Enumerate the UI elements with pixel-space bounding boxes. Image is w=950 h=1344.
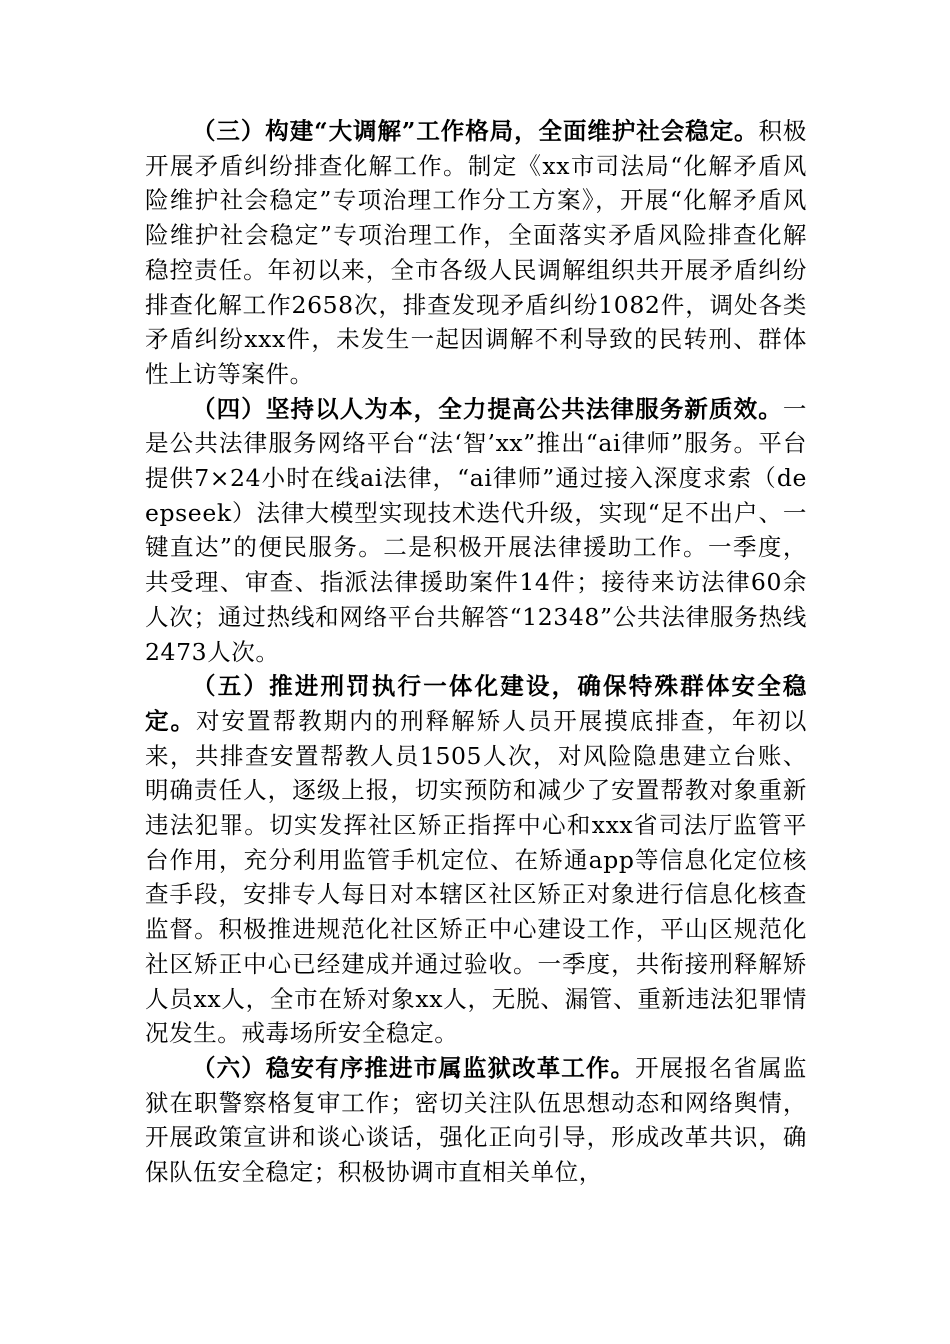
- paragraph-6-heading: （六）稳安有序推进市属监狱改革工作。: [192, 1053, 636, 1082]
- paragraph-6: [145, 1051, 807, 1190]
- paragraph-5-body: 对安置帮教期内的刑释解矫人员开展摸底排查，年初以来，共排查安置帮教人员1505人次，对风险隐患建立台账、明确责任人，逐级上报，切实预防和减少了安置帮教对象重新违法犯罪。切实发挥社区矫正指挥中心和xxx省司法厅监管平台作用，充分利用监管手机定位、在矫通app等信息化定位核查手段，安排专人每日对本辖区社区矫正对象进行信息化核查监督。积极推进规范化社区矫正中心建设工作，平山区规范化社区矫正中心已经建成并通过验收。一季度，共衔接刑释解矫人员xx人，全市在矫对象xx人，无脱、漏管、重新违法犯罪情况发生。戒毒场所安全稳定。: [145, 706, 807, 1048]
- paragraph-3-heading: （三）构建“大调解”工作格局，全面维护社会稳定。: [192, 117, 759, 145]
- paragraph-6-body: 开展报名省属监狱在职警察格复审工作；密切关注队伍思想动态和网络舆情，开展政策宣讲和谈心谈话，强化正向引导，形成改革共识，确保队伍安全稳定；积极协调市直相关单位，: [145, 1053, 807, 1187]
- paragraph-4-heading: （四）坚持以人为本，全力提高公共法律服务新质效。: [192, 394, 783, 423]
- paragraph-4: [145, 392, 807, 670]
- paragraph-3: [145, 114, 807, 392]
- paragraph-3-body: 积极开展矛盾纠纷排查化解工作。制定《xx市司法局“化解矛盾风险维护社会稳定”专项治理工作分工方案》，开展“化解矛盾风险维护社会稳定”专项治理工作，全面落实矛盾风险排查化解稳控责任。年初以来，全市各级人民调解组织共开展矛盾纠纷排查化解工作2658次，排查发现矛盾纠纷1082件，调处各类矛盾纠纷xxx件，未发生一起因调解不利导致的民转刑、群体性上访等案件。: [145, 117, 808, 388]
- paragraph-4-body: 一是公共法律服务网络平台“法‘智’xx”推出“ai律师”服务。平台提供7×24小时在线ai法律，“ai律师”通过接入深度求索（deepseek）法律大模型实现技术迭代升级，实现“足不出户、一键直达”的便民服务。二是积极开展法律援助工作。一季度，共受理、审查、指派法律援助案件14件；接待来访法律60余人次；通过热线和网络平台共解答“12348”公共法律服务热线2473人次。: [145, 394, 807, 666]
- document-page: [145, 114, 807, 1190]
- paragraph-5-heading: （五）推进刑罚执行一体化建设，确保特殊群体安全稳定。: [145, 672, 807, 735]
- paragraph-5: [145, 669, 807, 1051]
